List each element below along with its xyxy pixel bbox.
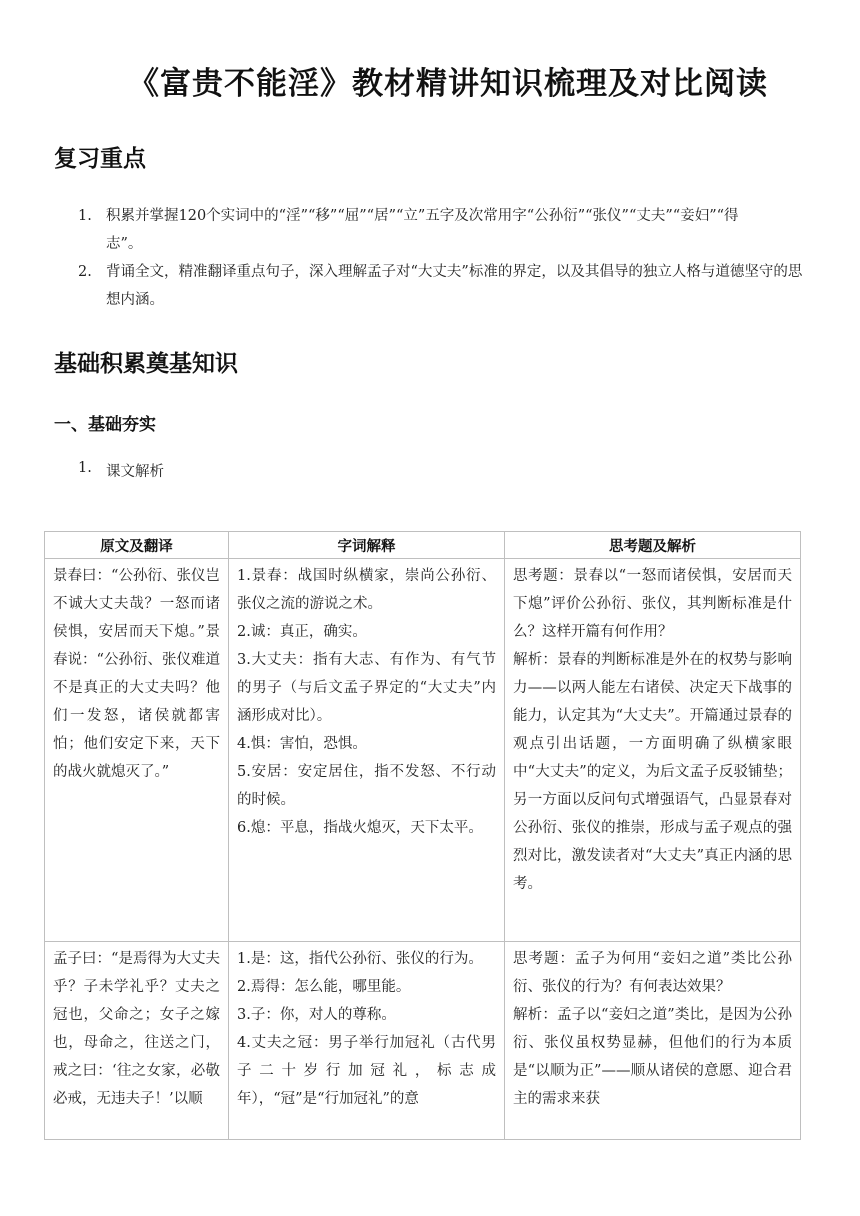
original-text: 孟子曰：“是焉得为大丈夫乎？子未学礼乎？丈夫之冠也，父命之；女子之嫁也，母命之，往送之门，戒之曰：‘往之女家，必敬必戒，无违夫子！’以顺 bbox=[53, 951, 220, 1107]
column-header-analysis: 思考题及解析 bbox=[505, 532, 801, 559]
analysis-notes bbox=[513, 945, 792, 1133]
review-item bbox=[54, 202, 814, 258]
original-text: 景春曰：“公孙衍、张仪岂不诚大丈夫哉？一怒而诸侯惧，安居而天下熄。”景春说：“公孙衍、张仪难道不是真正的大丈夫吗？他们一发怒，诸侯就都害怕；他们安定下来，天下的战火就熄灭了。” bbox=[53, 568, 220, 780]
word-note: 3.子：你，对人的尊称。 bbox=[237, 1007, 396, 1023]
word-note: 4.丈夫之冠：男子举行加冠礼（古代男子二十岁行加冠礼，标志成年），“冠”是“行加冠礼”的意 bbox=[237, 1035, 496, 1107]
lesson-table bbox=[44, 531, 801, 1140]
column-header-original: 原文及翻译 bbox=[45, 532, 229, 559]
original-cell bbox=[45, 942, 229, 1140]
word-note: 4.惧：害怕，恐惧。 bbox=[237, 736, 367, 752]
analysis-cell bbox=[505, 559, 801, 942]
table-row bbox=[45, 559, 801, 942]
review-item-number: 2. bbox=[78, 264, 92, 280]
analysis-cell bbox=[505, 942, 801, 1140]
review-item-text: 背诵全文，精准翻译重点句子，深入理解孟子对“大丈夫”标准的界定，以及其倡导的独立人格与道德坚守的思想内涵。 bbox=[106, 264, 803, 308]
word-note: 3.大丈夫：指有大志、有作为、有气节的男子（与后文孟子界定的“大丈夫”内涵形成对比）。 bbox=[237, 652, 496, 724]
answer-text: 解析：孟子以“妾妇之道”类比，是因为公孙衍、张仪虽权势显赫，但他们的行为本质是“以顺为正”——顺从诸侯的意愿、迎合君主的需求来获 bbox=[513, 1007, 792, 1107]
original-cell bbox=[45, 559, 229, 942]
words-cell bbox=[229, 942, 505, 1140]
column-header-words: 字词解释 bbox=[229, 532, 505, 559]
basics-heading: 基础积累奠基知识 bbox=[54, 351, 238, 377]
question-text: 思考题：景春以“一怒而诸侯惧，安居而天下熄”评价公孙衍、张仪，其判断标准是什么？这样开篇有何作用？ bbox=[513, 568, 792, 640]
word-note: 5.安居：安定居住，指不发怒、不行动的时候。 bbox=[237, 764, 496, 808]
table-row bbox=[45, 942, 801, 1140]
word-note: 1.是：这，指代公孙衍、张仪的行为。 bbox=[237, 951, 483, 967]
answer-text: 解析：景春的判断标准是外在的权势与影响力——以两人能左右诸侯、决定天下战事的能力，认定其为“大丈夫”。开篇通过景春的观点引出话题，一方面明确了纵横家眼中“大丈夫”的定义，为后文孟子反驳铺垫；另一方面以反问句式增强语气，凸显景春对公孙衍、张仪的推崇，形成与孟子观点的强烈对比，激发读者对“大丈夫”真正内涵的思考。 bbox=[513, 652, 792, 892]
review-item-text: 积累并掌握120个实词中的“淫”“移”“屈”“居”“立”五字及次常用字“公孙衍”“张仪”“丈夫”“妾妇”“得志”。 bbox=[106, 208, 739, 252]
review-item bbox=[54, 258, 814, 314]
question-text: 思考题：孟子为何用“妾妇之道”类比公孙衍、张仪的行为？有何表达效果？ bbox=[513, 951, 792, 995]
word-note: 1.景春：战国时纵横家，崇尚公孙衍、张仪之流的游说之术。 bbox=[237, 568, 496, 612]
words-cell bbox=[229, 559, 505, 942]
word-notes bbox=[237, 945, 496, 1133]
table-header-row bbox=[45, 532, 801, 559]
page-title: 《富贵不能淫》教材精讲知识梳理及对比阅读 bbox=[128, 66, 768, 102]
review-heading: 复习重点 bbox=[54, 146, 146, 172]
review-item-number: 1. bbox=[78, 208, 92, 224]
word-note: 2.焉得：怎么能，哪里能。 bbox=[237, 979, 411, 995]
word-note: 2.诚：真正，确实。 bbox=[237, 624, 367, 640]
word-note: 6.熄：平息，指战火熄灭，天下太平。 bbox=[237, 820, 483, 836]
review-list bbox=[54, 202, 814, 314]
basics-subheading: 一、基础夯实 bbox=[54, 415, 156, 435]
study-item-number: 1. bbox=[78, 460, 92, 476]
study-item-text: 课文解析 bbox=[106, 464, 164, 480]
